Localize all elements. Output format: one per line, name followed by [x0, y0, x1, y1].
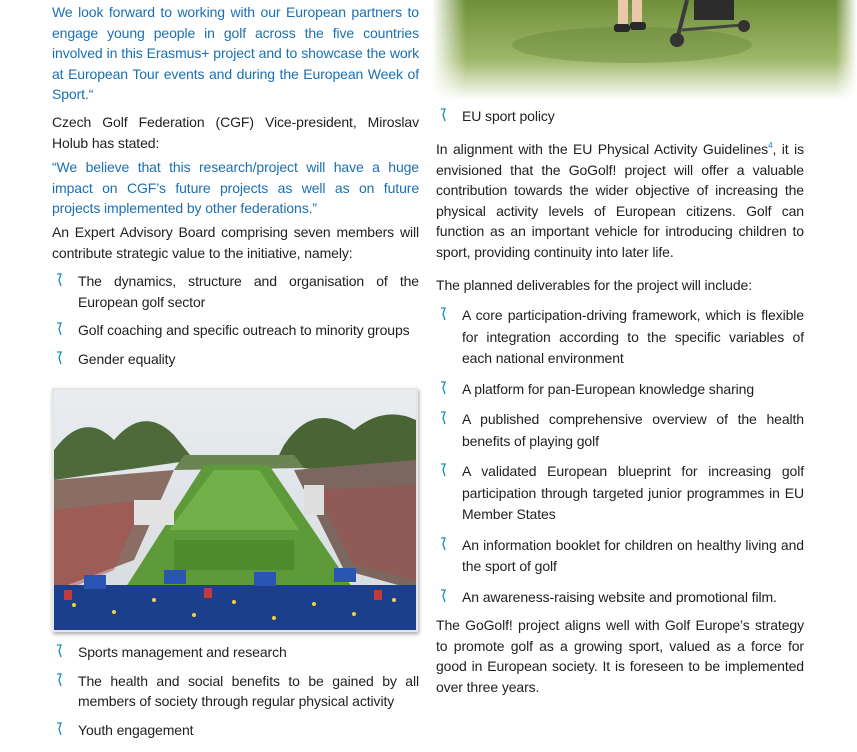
- list-item-text: Sports management and research: [78, 644, 287, 660]
- deliverables-list: [436, 305, 804, 608]
- bullet-icon: [56, 644, 62, 658]
- list-item-text: Youth engagement: [78, 721, 194, 738]
- bullet-icon: [440, 307, 446, 321]
- list-item-text: Gender equality: [78, 350, 176, 367]
- list-item-text: The dynamics, structure and organisation of the European golf sector: [78, 273, 419, 310]
- list-item-text: An awareness-raising website and promotional film.: [462, 588, 777, 605]
- cgf-quote: “We believe that this research/project will have a huge impact on CGF’s future projects as well as on future projects implemented by other federations.”: [52, 159, 419, 216]
- bullet-icon: [440, 589, 446, 603]
- list-item: [436, 587, 804, 609]
- bullet-icon: [56, 722, 62, 736]
- list-item: [436, 379, 804, 401]
- top-golf-photo: [432, 0, 857, 100]
- list-item-text: A platform for pan-European knowledge sharing: [462, 380, 755, 397]
- ryder-cup-crowd-photo: [52, 388, 418, 632]
- bullet-icon: [440, 411, 446, 425]
- list-item-text: EU sport policy: [462, 108, 555, 124]
- list-item-text: The health and social benefits to be gained by all members of society through regular physical activity: [78, 672, 419, 709]
- list-item: [52, 720, 419, 741]
- bullet-icon: [440, 537, 446, 551]
- policy-list: [436, 106, 804, 127]
- list-item: [436, 305, 804, 370]
- list-item: [436, 461, 804, 526]
- list-item: [52, 271, 419, 312]
- intro-quote: We look forward to working with our European partners to engage young people in golf across the five countries involved in this Erasmus+ project and to showcase the work at European Tour events and during the European Week of Sport.“: [52, 4, 419, 102]
- list-item: [52, 320, 419, 341]
- bullet-icon: [56, 673, 62, 687]
- list-item: [52, 671, 419, 712]
- list-item-text: A core participation-driving framework, which is flexible for integration according to the specific variables of each national environment: [462, 307, 804, 366]
- bullet-icon: [440, 381, 446, 395]
- guidelines-paragraph: [436, 139, 804, 262]
- advisory-board-text: An Expert Advisory Board comprising seven members will contribute strategic value to the initiative, namely:: [52, 224, 419, 261]
- list-item-text: Golf coaching and specific outreach to minority groups: [78, 322, 410, 338]
- bullet-icon: [440, 108, 446, 122]
- bullet-icon: [56, 322, 62, 336]
- advisory-list-b: [52, 642, 419, 740]
- list-item: [52, 642, 419, 663]
- closing-paragraph: The GoGolf! project aligns well with Golf Europe’s strategy to promote golf as a growing sport, valued as a force for good in European society. It is foreseen to be implemented over three years.: [436, 617, 804, 695]
- list-item-text: An information booklet for children on healthy living and the sport of golf: [462, 536, 804, 574]
- footnote-marker: 4: [768, 141, 773, 150]
- deliverables-intro: The planned deliverables for the project will include:: [436, 277, 753, 293]
- cgf-intro: Czech Golf Federation (CGF) Vice-president, Miroslav Holub has stated:: [52, 114, 419, 151]
- list-item: [436, 106, 804, 127]
- bullet-icon: [440, 463, 446, 477]
- list-item: [436, 409, 804, 452]
- advisory-list-a: [52, 271, 419, 369]
- bullet-icon: [56, 351, 62, 365]
- list-item-text: A validated European blueprint for increasing golf participation through targeted junior programmes in EU Member States: [462, 463, 804, 522]
- list-item-text: A published comprehensive overview of the health benefits of playing golf: [462, 411, 804, 449]
- guidelines-text-start: In alignment with the EU Physical Activity Guidelines: [436, 141, 769, 157]
- bullet-icon: [56, 273, 62, 287]
- list-item: [436, 535, 804, 578]
- guidelines-text-end: , it is envisioned that the GoGolf! project will offer a valuable contribution towards the wider objective of increasing the physical activity levels of European citizens. Golf can function as an important vehicle for introducing children to sport, providing continuity into later life.: [436, 141, 804, 260]
- list-item: [52, 349, 419, 370]
